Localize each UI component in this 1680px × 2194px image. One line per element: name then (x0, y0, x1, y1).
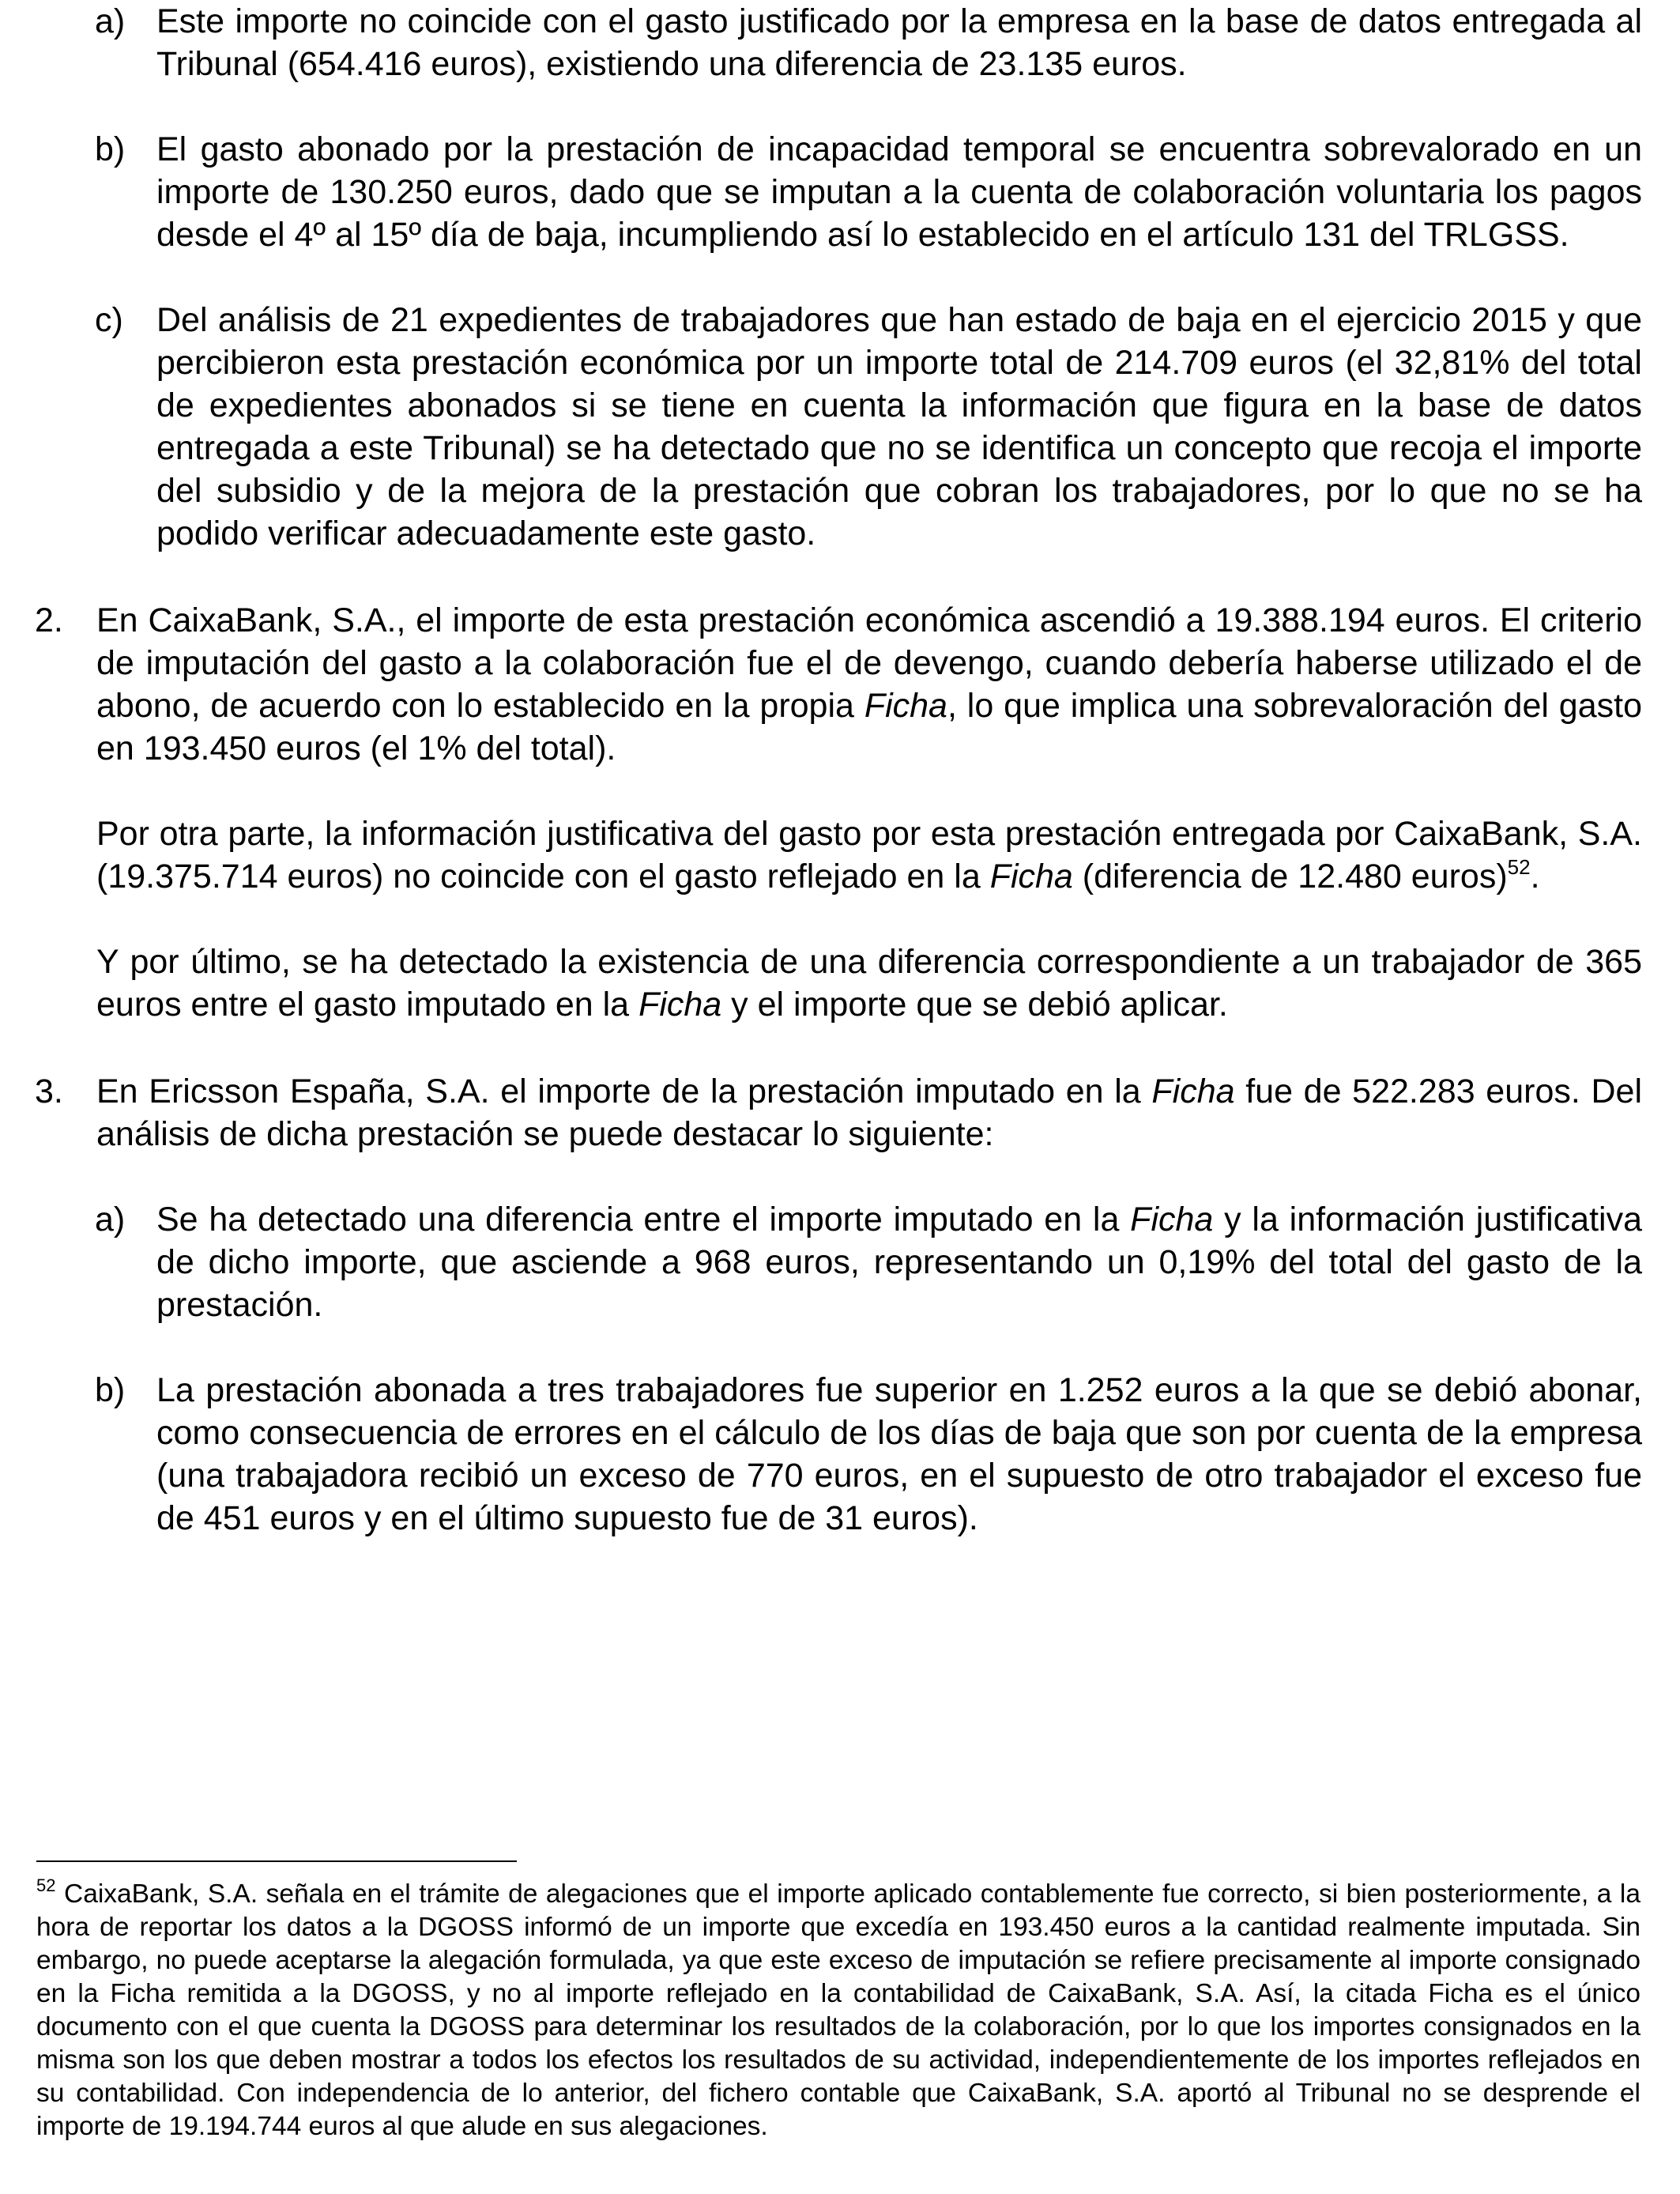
list-marker: 3. (35, 1072, 63, 1110)
ficha-term: Ficha (638, 986, 722, 1023)
text-run: y la información justificativa de dicho importe, que asciende a 968 euros, representando un 0,19% del total del gasto de la prestación. (156, 1201, 1642, 1324)
list-item-text: Del análisis de 21 expedientes de trabajadores que han estado de baja en el ejercicio 2015 y que percibieron esta prestación económica por un importe total de 214.709 euros (el 32,81% del total de expedientes abonados si se tiene en cuenta la información que figura en la base de datos entregada a este Tribunal) se ha detectado que no se identifica un concepto que recoja el importe del subsidio y de la mejora de la prestación que cobran los trabajadores, por lo que no se ha podido verificar adecuadamente este gasto. (156, 301, 1642, 552)
text-run: y el importe que se debió aplicar. (721, 986, 1228, 1023)
list-marker: c) (95, 301, 123, 339)
document-body (35, 0, 1642, 1540)
paragraph-caixabank-imputation (96, 599, 1642, 770)
footnote-number: 52 (36, 1875, 56, 1895)
footnote-text: CaixaBank, S.A. señala en el trámite de alegaciones que el importe aplicado contablemente fue correcto, si bien posteriormente, a la hora de reportar los datos a la DGOSS informó de un importe que excedía en 193.450 euros a la cantidad realmente imputada. Sin embargo, no puede aceptarse la alegación formulada, ya que este exceso de imputación se refiere precisamente al importe consignado en la Ficha remitida a la DGOSS, y no al importe reflejado en la contabilidad de CaixaBank, S.A. Así, la citada Ficha es el único documento con el que cuenta la DGOSS para determinar los resultados de la colaboración, por lo que los importes consignados en la misma son los que deben mostrar a todos los efectos los resultados de su actividad, independientemente de los importes reflejados en su contabilidad. Con independencia de lo anterior, del fichero contable que CaixaBank, S.A. aportó al Tribunal no se desprende el importe de 19.194.744 euros al que alude en sus alegaciones. (36, 1879, 1640, 2141)
list-marker: a) (95, 1201, 126, 1238)
list-item-text: El gasto abonado por la prestación de incapacidad temporal se encuentra sobrevalorado en un importe de 130.250 euros, dado que se imputan a la cuenta de colaboración voluntaria los pagos desde el 4º al 15º día de baja, incumpliendo así lo establecido en el artículo 131 del TRLGSS. (156, 130, 1642, 254)
text-run: (diferencia de 12.480 euros) (1072, 858, 1508, 895)
list-item-1b (35, 128, 1642, 256)
list-marker: b) (95, 130, 126, 168)
paragraph-ericsson (96, 1070, 1642, 1155)
footnote-separator (36, 1860, 517, 1862)
list-item-text (156, 1198, 1642, 1326)
list-item-3 (35, 1070, 1642, 1155)
ficha-term: Ficha (1151, 1072, 1235, 1110)
list-item-text: Este importe no coincide con el gasto justificado por la empresa en la base de datos entregada al Tribunal (654.416 euros), existiendo una diferencia de 23.135 euros. (156, 2, 1642, 83)
text-run: En CaixaBank, S.A., el importe de esta prestación económica ascendió a 19.388.194 euros. El criterio de imputación del gasto a la colaboración fue el de devengo, cuando debería haberse utilizado el de abono, de acuerdo con lo establecido en la propia (96, 601, 1642, 725)
list-item-content (96, 599, 1642, 1026)
footnote-52 (36, 1875, 1640, 2143)
list-item-3b (35, 1369, 1642, 1540)
list-marker: b) (95, 1371, 126, 1409)
ficha-term: Ficha (989, 858, 1073, 895)
list-item-1a (35, 0, 1642, 85)
text-run: fue de 522.283 euros. Del análisis de dicha prestación se puede destacar lo siguiente: (96, 1072, 1643, 1153)
text-run: Se ha detectado una diferencia entre el importe imputado en la (156, 1201, 1131, 1238)
ficha-term: Ficha (864, 687, 947, 725)
list-marker: a) (95, 2, 126, 40)
list-item-1c (35, 299, 1642, 555)
list-marker: 2. (35, 601, 63, 639)
list-item-text: La prestación abonada a tres trabajadores fue superior en 1.252 euros a la que se debió abonar, como consecuencia de errores en el cálculo de los días de baja que son por cuenta de la empresa (una trabajadora recibió un exceso de 770 euros, en el supuesto de otro trabajador el exceso fue de 451 euros y en el último supuesto fue de 31 euros). (156, 1371, 1642, 1537)
list-item-2 (35, 599, 1642, 1026)
list-item-3a (35, 1198, 1642, 1326)
text-run: Por otra parte, la información justificativa del gasto por esta prestación entregada por CaixaBank, S.A. (19.375.714 euros) no coincide con el gasto reflejado en la (96, 815, 1642, 895)
text-run: , lo que implica una sobrevaloración del gasto en 193.450 euros (el 1% del total). (96, 687, 1642, 767)
footnote-reference[interactable]: 52 (1507, 854, 1531, 879)
text-run: . (1530, 858, 1540, 895)
paragraph-caixabank-justification (96, 812, 1642, 898)
text-run: En Ericsson España, S.A. el importe de la prestación imputado en la (96, 1072, 1152, 1110)
ficha-term: Ficha (1130, 1201, 1214, 1238)
text-run: Y por último, se ha detectado la existencia de una diferencia correspondiente a un trabajador de 365 euros entre el gasto imputado en la (96, 943, 1642, 1023)
paragraph-caixabank-difference (96, 941, 1642, 1026)
